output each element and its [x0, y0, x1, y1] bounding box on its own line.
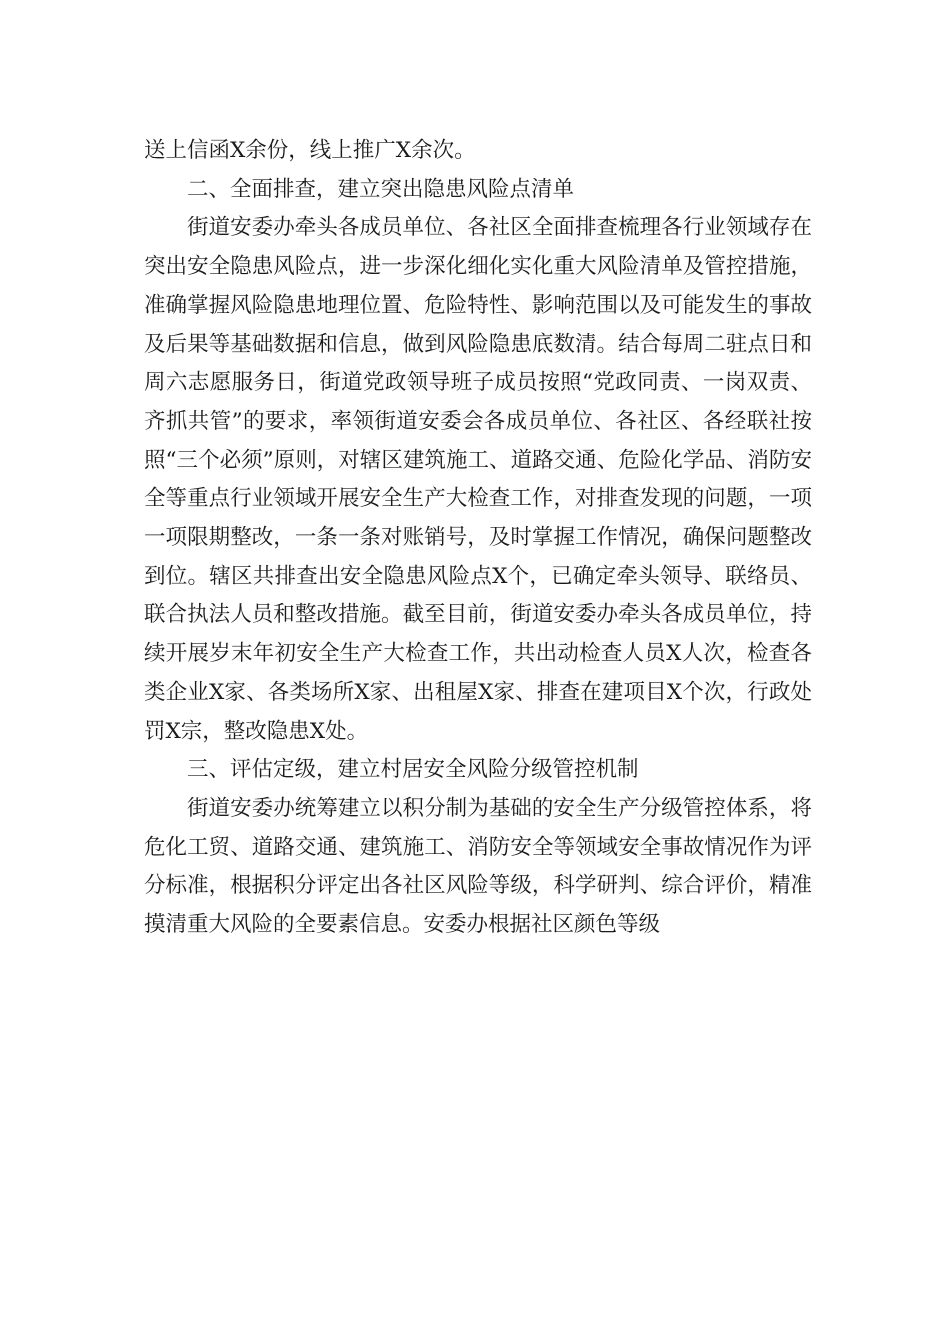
- section-heading-3: 三、评估定级，建立村居安全风险分级管控机制: [187, 757, 639, 783]
- paragraph-continuation: 送上信函X余份，线上推广X余次。: [144, 138, 476, 163]
- section-heading-2: 二、全面排查，建立突出隐患风险点清单: [187, 176, 575, 202]
- document-page: [144, 132, 812, 945]
- paragraph-body-section-2: 街道安委办牵头各成员单位、各社区全面排查梳理各行业领域存在突出安全隐患风险点，进一步深化细化实化重大风险清单及管控措施，准确掌握风险隐患地理位置、危险特性、影响范围以及可能发生的事故及后果等基础数据和信息，做到风险隐患底数清。结合每周二驻点日和周六志愿服务日，街道党政领导班子成员按照“党政同责、一岗双责、齐抓共管”的要求，率领街道安委会各成员单位、各社区、各经联社按照“三个必须”原则，对辖区建筑施工、道路交通、危险化学品、消防安全等重点行业领域开展安全生产大检查工作，对排查发现的问题，一项一项限期整改，一条一条对账销号，及时掌握工作情况，确保问题整改到位。辖区共排查出安全隐患风险点X个，已确定牵头领导、联络员、联合执法人员和整改措施。截至目前，街道安委办牵头各成员单位，持续开展岁末年初安全生产大检查工作，共出动检查人员X人次，检查各类企业X家、各类场所X家、出租屋X家、排查在建项目X个次，行政处罚X宗，整改隐患X处。: [144, 215, 812, 744]
- paragraph-body-section-3: 街道安委办统筹建立以积分制为基础的安全生产分级管控体系，将危化工贸、道路交通、建筑施工、消防安全等领域安全事故情况作为评分标准，根据积分评定出各社区风险等级，科学研判、综合评价，精准摸清重大风险的全要素信息。安委办根据社区颜色等级: [144, 795, 812, 938]
